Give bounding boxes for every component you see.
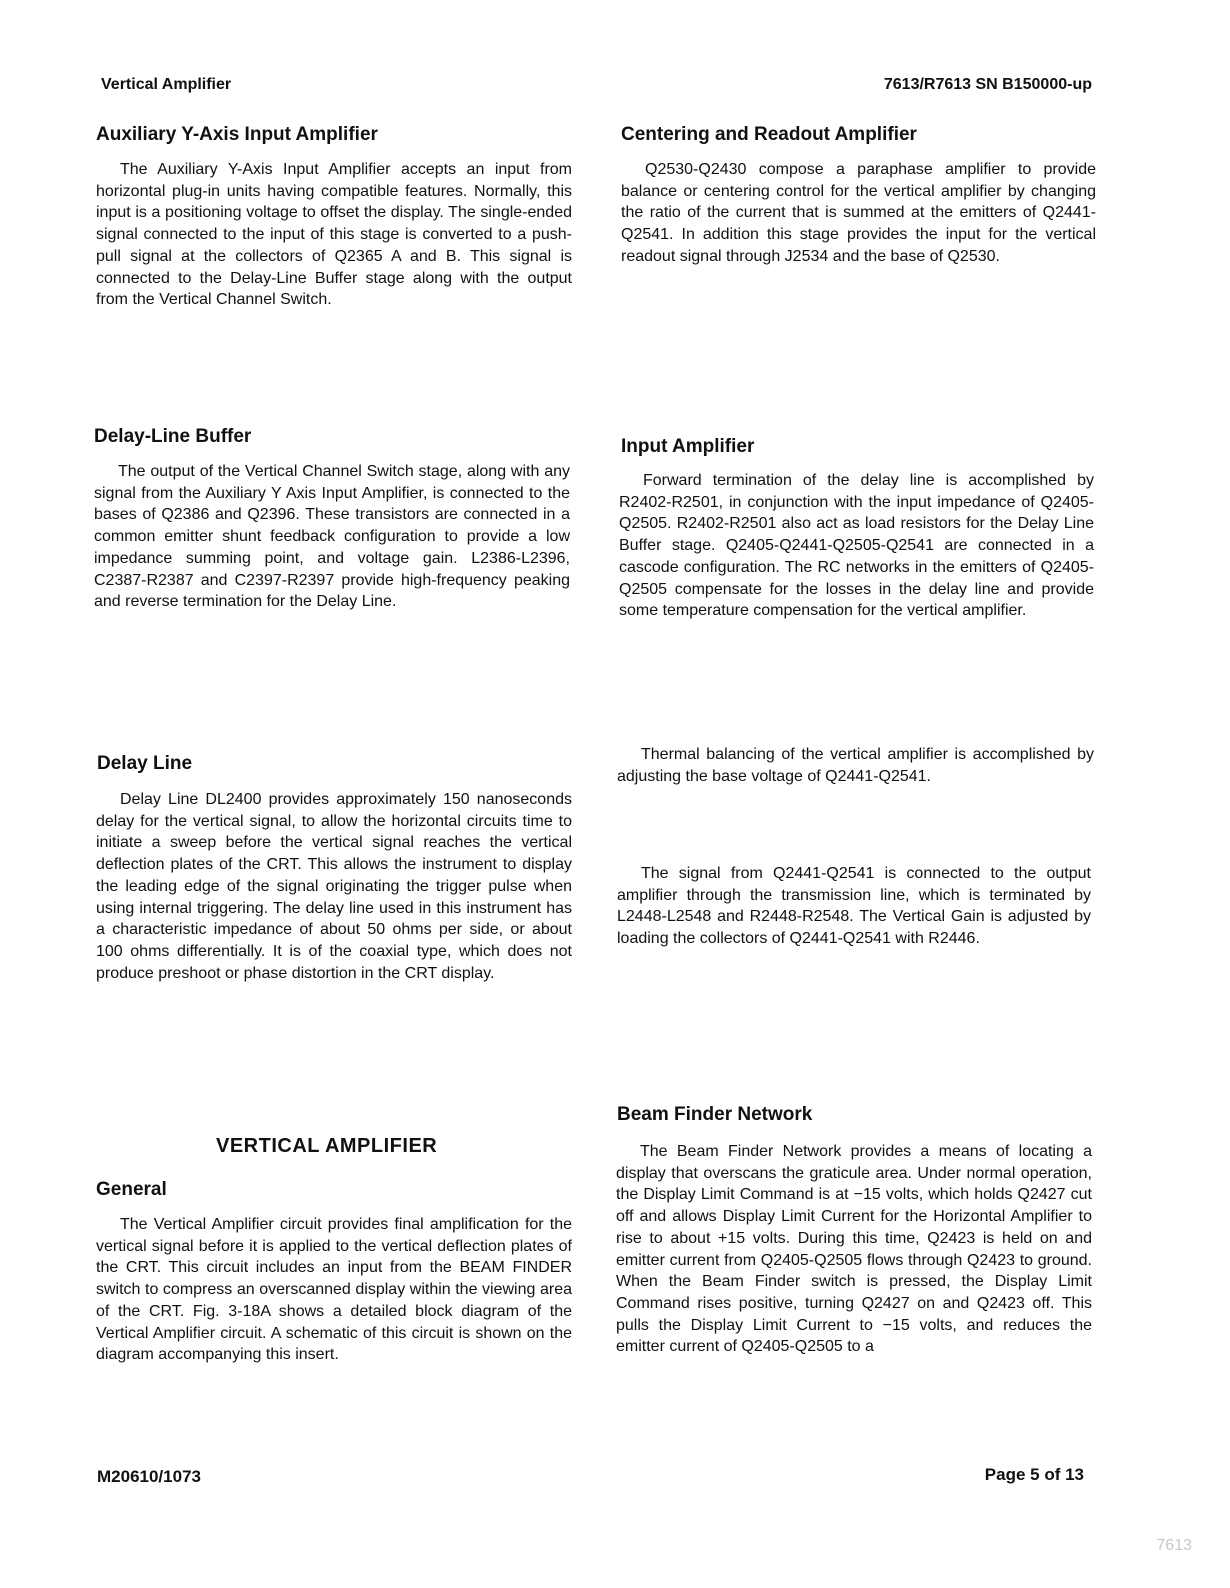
aux-title: Auxiliary Y-Axis Input Amplifier [96,124,378,145]
header-right: 7613/R7613 SN B150000-up [883,76,1092,93]
thermal-body: Thermal balancing of the vertical amplifier is accomplished by adjusting the base voltage of Q2441-Q2541. [617,746,1094,785]
centering-body: Q2530-Q2430 compose a paraphase amplifier to provide balance or centering control for the vertical amplifier by changing the ratio of the current that is summed at the emitters of Q2441-Q2541. In addition this stage provides the input for the vertical readout signal through J2534 and the base of Q2530. [621,161,1096,265]
general-body: The Vertical Amplifier circuit provides final amplification for the vertical signal before it is applied to the vertical deflection plates of the CRT. This circuit includes an input from the BEAM FINDER switch to compress an overscanned display within the viewing area of the CRT. Fig. 3-18A shows a detailed block diagram of the Vertical Amplifier circuit. A schematic of this circuit is shown on the diagram accompanying this insert. [96,1216,572,1364]
beam-finder-title: Beam Finder Network [617,1104,813,1125]
delay-body: Delay Line DL2400 provides approximately 150 nanoseconds delay for the vertical signal, to allow the horizontal circuits time to initiate a sweep before the vertical signal reaches the vertical deflection plates of the CRT. This allows the instrument to display the leading edge of the signal originating the trigger pulse when using internal triggering. The delay line used in this instrument has a characteristic impedance of about 50 ohms per side, or about 100 ohms differentially. It is of the coaxial type, which does not produce preshoot or phase distortion in the CRT display. [96,791,572,982]
header-left: Vertical Amplifier [101,76,232,93]
centering-title: Centering and Readout Amplifier [621,124,917,145]
footer-right: Page 5 of 13 [984,1465,1084,1484]
input-body: Forward termination of the delay line is accomplished by R2402-R2501, in conjunction with the input impedance of Q2405-Q2505. R2402-R2501 also act as load resistors for the Delay Line Buffer stage. Q2405-Q2441-Q2505-Q2541 are connected in a cascode configuration. The RC networks in the emitters of Q2405-Q2505 compensate for the losses in the delay line and provide some temperature compensation for the vertical amplifier. [619,472,1094,620]
beam-finder-body: The Beam Finder Network provides a means of locating a display that overscans the graticule area. Under normal operation, the Display Limit Command is at −15 volts, which holds Q2427 cut off and allows Display Limit Current for the Horizontal Amplifier to rise to about +15 volts. During this time, Q2423 is held on and emitter current from Q2405-Q2505 flows through Q2423 to ground. When the Beam Finder switch is pressed, the Display Limit Command rises positive, turning Q2427 on and Q2423 off. This pulls the Display Limit Current to −15 volts, and reduces the emitter current of Q2405-Q2505 to a [616,1143,1092,1356]
buffer-body: The output of the Vertical Channel Switch stage, along with any signal from the Auxiliary Y Axis Input Amplifier, is connected to the bases of Q2386 and Q2396. These transistors are connected in a common emitter shunt feedback configuration to provide a low impedance summing point, and voltage gain. L2386-L2396, C2387-R2387 and C2397-R2397 provide high-frequency peaking and reverse termination for the Delay Line. [94,463,570,611]
buffer-title: Delay-Line Buffer [94,426,252,447]
footer-left: M20610/1073 [97,1467,201,1486]
general-title: General [96,1179,167,1200]
signal-body: The signal from Q2441-Q2541 is connected to the output amplifier through the transmission line, which is terminated by L2448-L2548 and R2448-R2548. The Vertical Gain is adjusted by loading the collectors of Q2441-Q2541 with R2446. [617,865,1091,948]
aux-body: The Auxiliary Y-Axis Input Amplifier accepts an input from horizontal plug-in units having compatible features. Normally, this input is a positioning voltage to offset the display. The single-ended signal connected to the input of this stage is converted to a push-pull signal at the collectors of Q2365 A and B. This signal is connected to the Delay-Line Buffer stage along with the output from the Vertical Channel Switch. [96,161,572,309]
delay-title: Delay Line [97,753,193,774]
input-title: Input Amplifier [621,436,755,457]
page-watermark: 7613 [1156,1537,1192,1554]
vertical-amplifier-heading: VERTICAL AMPLIFIER [216,1135,438,1157]
